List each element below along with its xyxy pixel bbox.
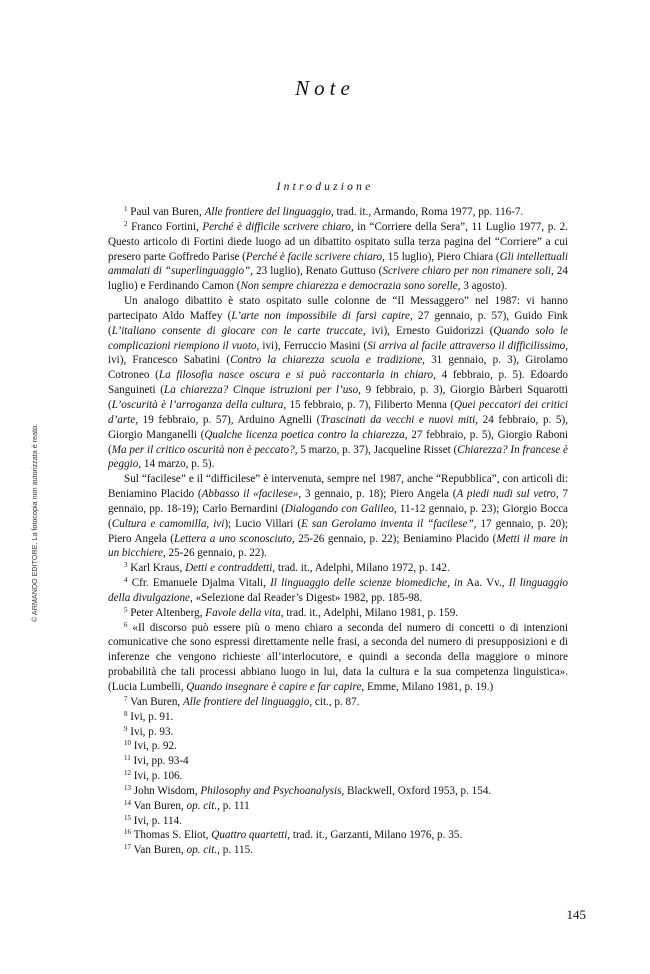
footnote-16 <box>108 828 568 843</box>
footnote-number: 12 <box>124 769 131 778</box>
footnote-number: 3 <box>124 561 128 570</box>
footnote-text: Cfr. Emanuele Djalma Vitali, Il linguaggio delle scienze biomediche, in Aa. Vv., Il linguaggio della divulgazione, «Selezione dal Reader’s Digest» 1982, pp. 185-98. <box>108 577 568 604</box>
footnote-text: Karl Kraus, Detti e contraddetti, trad. it., Adelphi, Milano 1972, p. 142. <box>130 562 450 575</box>
footnote-number: 4 <box>124 576 128 585</box>
footnote-text: Franco Fortini, Perché è difficile scrivere chiaro, in “Corriere della Sera”, 11 Luglio 1977, p. 2. Questo articolo di Fortini diede luogo ad un dibattito ospitato sulla terza pagina del “Corriere” a cui presero parte Goffredo Parise (Perché è facile scrivere chiaro, 15 luglio), Piero Chiara (Gli intellettuali ammalati di “superlinguaggio”, 23 luglio), Renato Guttuso (Scrivere chiaro per non rimanere soli, 24 luglio) e Ferdinando Camon (Non sempre chiarezza e democrazia sono sorelle, 3 agosto). <box>108 220 568 293</box>
footnote-number: 1 <box>124 205 128 213</box>
footnote-text: Ivi, p. 106. <box>133 770 183 783</box>
footnote-number: 5 <box>124 605 128 614</box>
footnote-text: Van Buren, Alle frontiere del linguaggio, cit., p. 87. <box>130 695 360 708</box>
footnote-number: 9 <box>124 724 128 733</box>
footnote-paragraph <box>108 294 568 472</box>
footnote-number: 7 <box>124 694 128 703</box>
footnote-text: Ivi, pp. 93-4 <box>133 755 189 768</box>
footnote-6 <box>108 621 568 695</box>
footnote-text: Ivi, p. 114. <box>133 814 182 827</box>
footnote-text: Ivi, p. 92. <box>133 740 177 753</box>
footnote-text: Van Buren, op. cit., p. 115. <box>133 844 253 857</box>
footnote-number: 13 <box>124 783 131 792</box>
footnote-text: John Wisdom, Philosophy and Psychoanalysis, Blackwell, Oxford 1953, p. 154. <box>133 784 492 797</box>
section-heading: Introduzione <box>276 181 374 193</box>
notes-body <box>108 205 568 858</box>
footnote-text: Sul “facilese” e il “difficilese” è intervenuta, sempre nel 1987, anche “Repubblica”, con articoli di: Beniamino Placido (Abbasso il «facilese», 3 gennaio, p. 18); Piero Angela (A piedi nudi sul vetro, 7 gennaio, pp. 18-19); Carlo Bernardini (Dialogando con Galileo, 11-12 gennaio, p. 23); Giorgio Bocca (Cultura e camomilla, ivi); Lucio Villari (E san Gerolamo inventa il “facilese”, 17 gennaio, p. 20); Piero Angela (Lettera a uno sconosciuto, 25-26 gennaio, p. 22); Beniamino Placido (Metti il mare in un bicchiere, 25-26 gennaio, p. 22). <box>108 473 569 560</box>
footnote-14 <box>108 799 568 814</box>
footnote-4 <box>108 576 568 606</box>
footnote-text: Paul van Buren, Alle frontiere del linguaggio, trad. it., Armando, Roma 1977, pp. 116-7. <box>130 206 524 218</box>
footnote-number: 16 <box>124 828 131 837</box>
footnote-7 <box>108 695 568 710</box>
footnote-2 <box>108 220 568 294</box>
footnote-text: Ivi, p. 93. <box>130 725 174 738</box>
footnote-1 <box>108 205 568 220</box>
footnote-9 <box>108 725 568 740</box>
footnote-text: Peter Altenberg, Favole della vita, trad. it., Adelphi, Milano 1981, p. 159. <box>130 606 459 619</box>
footnote-13 <box>108 784 568 799</box>
footnote-paragraph <box>108 472 568 561</box>
footnote-text: Ivi, p. 91. <box>130 710 174 723</box>
footnote-5 <box>108 606 568 621</box>
footnote-number: 15 <box>124 813 131 822</box>
page-number: 145 <box>566 907 586 922</box>
footnote-number: 6 <box>124 620 128 629</box>
footnote-8 <box>108 710 568 725</box>
footnote-text: «Il discorso può essere più o meno chiaro a seconda del numero di concetti o di intenzioni comunicative che sono espressi direttamente nelle frasi, a seconda del numero di presupposizioni e di inferenze che vengono richieste all’interlocutore, e quindi a seconda della maggiore o minore probabilità che tali processi abbiano luogo in lui, data la cultura e la sua competenza linguistica». (Lucia Lumbelli, Quando insegnare è capire e far capire, Emme, Milano 1981, p. 19.) <box>108 621 568 693</box>
footnote-number: 11 <box>124 754 131 763</box>
footnote-number: 10 <box>124 739 131 748</box>
footnote-number: 2 <box>124 219 128 228</box>
footnote-11 <box>108 754 568 769</box>
footnote-text: Un analogo dibattito è stato ospitato sulle colonne de “Il Messaggero” nel 1987: vi hanno partecipato Aldo Maffey (L’arte non impossibile di farsi capire, 27 gennaio, p. 57), Guido Fink (L’italiano consente di giocare con le carte truccate, ivi), Ernesto Guidorizzi (Quando solo le complicazioni riempiono il vuoto, ivi), Ferruccio Masini (Si arriva al facile attraverso il difficilissimo, ivi), Francesco Sabatini (Contro la chiarezza scuola e tradizione, 31 gennaio, p. 3), Girolamo Cotroneo (La filosofia nasce oscura e si può raccontarla in chiaro, 4 febbraio, p. 5). Edoardo Sanguineti (La chiarezza? Cinque istruzioni per l’uso, 9 febbraio, p. 3), Giorgio Bàrberi Squarotti (L’oscurità è l’arroganza della cultura, 15 febbraio, p. 7), Filiberto Menna (Quei peccatori dei critici d’arte, 19 febbraio, p. 57), Arduino Agnelli (Trascinati da vecchi e nuovi miti, 24 febbraio, p. 5), Giorgio Manganelli (Qualche licenza poetica contro la chiarezza, 27 febbraio, p. 5), Giorgio Raboni (Ma per il critico oscurità non è peccato?, 5 marzo, p. 37), Jacqueline Risset (Chiarezza? In francese è peggio, 14 marzo, p. 5). <box>108 295 569 471</box>
footnote-15 <box>108 814 568 829</box>
page-title: Note <box>295 76 355 100</box>
footnote-number: 8 <box>124 709 128 718</box>
footnote-number: 14 <box>124 798 131 807</box>
footnote-number: 17 <box>124 843 131 852</box>
footnote-10 <box>108 739 568 754</box>
footnote-12 <box>108 769 568 784</box>
copyright-notice: © ARMANDO EDITORE. La fotocopia non autorizzata è reato. <box>30 423 39 622</box>
footnote-17 <box>108 843 568 858</box>
footnote-text: Thomas S. Eliot, Quattro quartetti, trad. it., Garzanti, Milano 1976, p. 35. <box>133 829 463 842</box>
footnote-3 <box>108 561 568 576</box>
footnote-text: Van Buren, op. cit., p. 111 <box>133 799 250 812</box>
